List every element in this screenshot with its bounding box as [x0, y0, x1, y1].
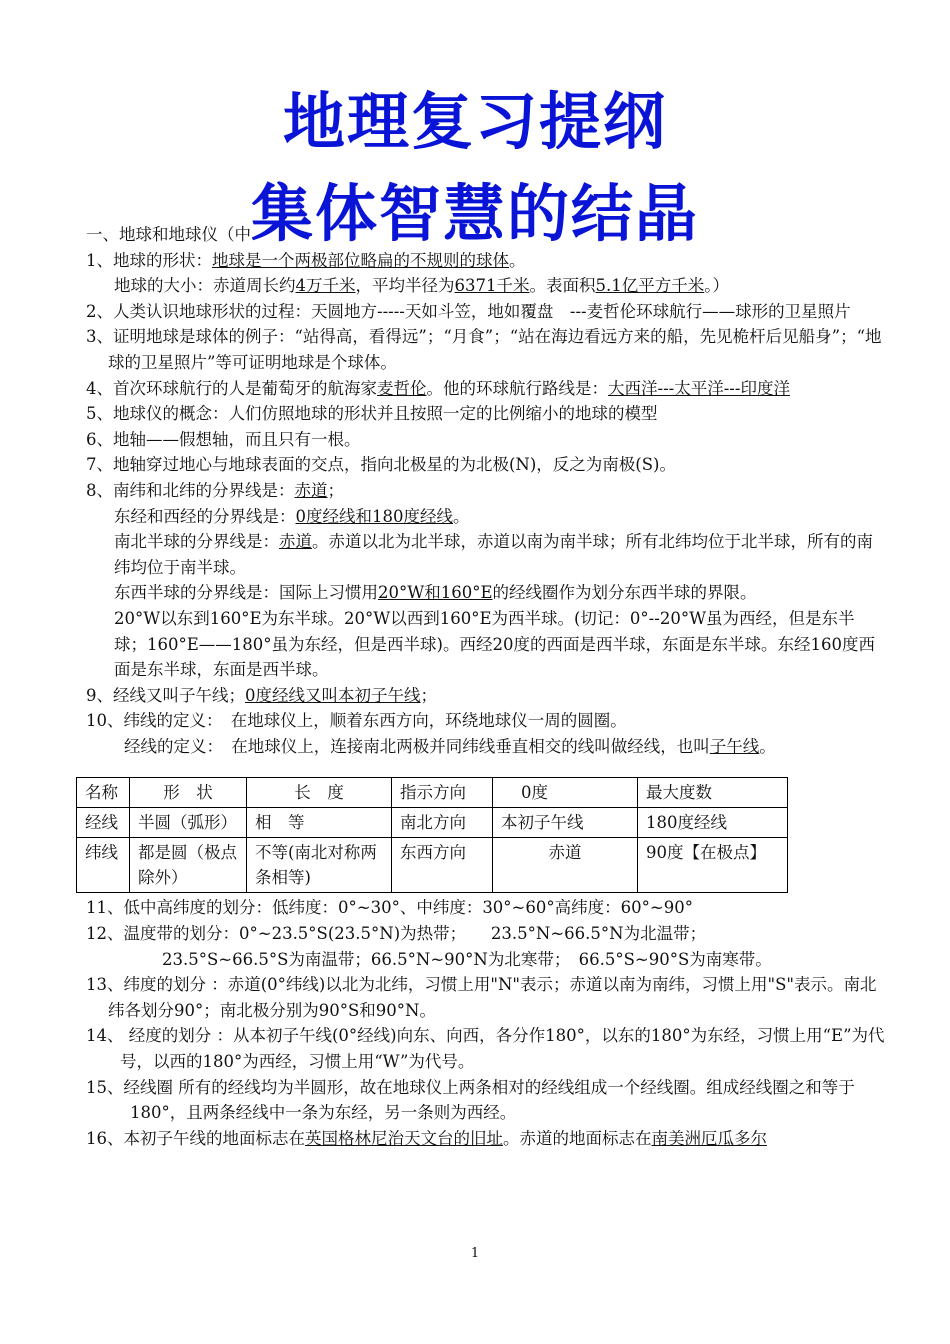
item-10: 10、纬线的定义： 在地球仪上，顺着东西方向，环绕地球仪一周的圆圈。: [86, 711, 627, 731]
table-header: 形 状: [130, 778, 247, 808]
table-cell: 经线: [77, 808, 130, 838]
table-header: 0度: [493, 778, 638, 808]
table-cell: 东西方向: [392, 838, 493, 893]
title-line-2: 集体智慧的结晶: [250, 177, 699, 250]
item-1: 1、地球的形状：地球是一个两极部位略扁的不规则的球体。: [86, 250, 526, 270]
item-13: 13、纬度的划分 ：赤道(0°纬线)以北为北纬，习惯上用"N"表示；赤道以南为南纬，习惯上用"S"表示。南北纬各划分90°；南北极分别为90°S和90°N。: [86, 975, 877, 1020]
table-header: 长 度: [247, 778, 392, 808]
table-cell: 不等(南北对称两条相等): [247, 838, 392, 893]
item-11: 11、低中高纬度的划分：低纬度：0°~30°、中纬度：30°~60°高纬度：60°~90°: [86, 898, 693, 918]
item-12: 12、温度带的划分：0°~23.5°S(23.5°N)为热带； 23.5°N~66.5°N为北温带；: [86, 924, 707, 944]
item-8-detail: 20°W以东到160°E为东半球。20°W以西到160°E为西半球。(切记：0°--20°W虽为西经，但是东半球；160°E——180°虽为东经，但是西半球)。西经20度的西面是西半球，东面是东半球。东经160度西面是东半球，东面是西半球。: [114, 608, 875, 680]
item-5: 5、地球仪的概念：人们仿照地球的形状并且按照一定的比例缩小的地球的模型: [86, 404, 658, 424]
table-header-row: [77, 778, 788, 808]
item-8: 8、南纬和北纬的分界线是：赤道；: [86, 480, 344, 500]
table-header: 名称: [77, 778, 130, 808]
item-6: 6、地轴——假想轴，而且只有一根。: [86, 429, 361, 449]
item-14: 14、 经度的划分 ：从本初子午线(0°经线)向东、向西，各分作180°，以东的180°为东经，习惯上用“E”为代号，以西的180°为西经，习惯上用“W”为代号。: [86, 1026, 885, 1072]
table-cell: 赤道: [493, 838, 638, 893]
table-cell: 纬线: [77, 838, 130, 893]
item-7: 7、地轴穿过地心与地球表面的交点，指向北极星的为北极(N)，反之为南极(S)。: [86, 455, 676, 475]
item-3: 3、证明地球是球体的例子：“站得高，看得远”；“月食”；“站在海边看远方来的船，先见桅杆后见船身”；“地球的卫星照片”等可证明地球是个球体。: [86, 327, 882, 372]
item-4: 4、首次环球航行的人是葡萄牙的航海家麦哲伦。他的环球航行路线是：大西洋---太平洋---印度洋: [86, 378, 790, 398]
table-cell: 都是圆（极点除外）: [130, 838, 247, 893]
earth-size: 地球的大小：赤道周长约4万千米，平均半径为6371千米。表面积5.1亿平方千米。）: [114, 276, 729, 296]
item-2: 2、人类认识地球形状的过程：天圆地方-----天如斗笠，地如覆盘 ---麦哲伦环球航行——球形的卫星照片: [86, 301, 851, 321]
document-body: [86, 222, 886, 1151]
section-heading: 一、地球和地球仪（中: [86, 225, 251, 244]
item-9: 9、经线又叫子午线；0度经线又叫本初子午线；: [86, 685, 437, 705]
table-header: 最大度数: [638, 778, 788, 808]
item-15: 15、经线圈 所有的经线均为半圆形，故在地球仪上两条相对的经线组成一个经线圈。组成经线圈之和等于180°，且两条经线中一条为东经，另一条则为西经。: [86, 1077, 855, 1123]
table-row: [77, 838, 788, 893]
item-8-hemispheres-ns: 南北半球的分界线是：赤道。赤道以北为北半球，赤道以南为南半球；所有北纬均位于北半球，所有的南纬均位于南半球。: [114, 532, 873, 577]
item-8-east-west: 东经和西经的分界线是：0度经线和180度经线。: [114, 506, 470, 526]
item-16: 16、本初子午线的地面标志在英国格林尼治天文台的旧址。赤道的地面标志在南美洲厄瓜多尔: [86, 1128, 767, 1148]
item-10-meridian: 经线的定义： 在地球仪上，连接南北两极并同纬线垂直相交的线叫做经线，也叫子午线。: [124, 736, 776, 756]
title-line-1: 地理复习提纲: [282, 85, 667, 158]
table-cell: 90度【在极点】: [638, 838, 788, 893]
item-8-hemispheres-ew: 东西半球的分界线是：国际上习惯用20°W和160°E的经线圈作为划分东西半球的界限。: [114, 583, 757, 603]
comparison-table: [76, 777, 788, 893]
page-number: 1: [470, 1246, 480, 1261]
table-cell: 南北方向: [392, 808, 493, 838]
table-cell: 本初子午线: [493, 808, 638, 838]
table-cell: 相 等: [247, 808, 392, 838]
item-12-south: 23.5°S~66.5°S为南温带；66.5°N~90°N为北寒带； 66.5°S~90°S为南寒带。: [162, 949, 772, 969]
table-row: [77, 808, 788, 838]
table-header: 指示方向: [392, 778, 493, 808]
table-cell: 半圆（弧形）: [130, 808, 247, 838]
table-cell: 180度经线: [638, 808, 788, 838]
